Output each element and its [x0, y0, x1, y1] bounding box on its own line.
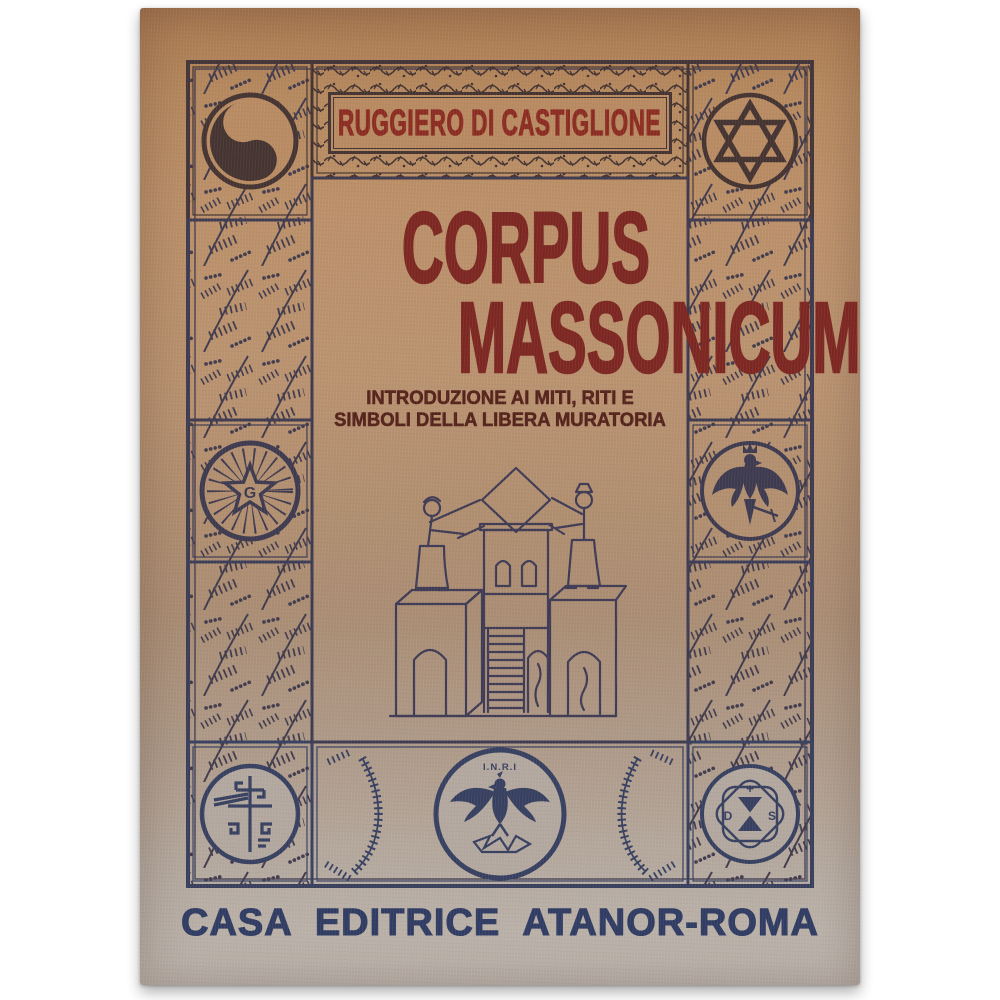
title-line-1-box [312, 192, 688, 304]
seal-letter-s: S [767, 809, 777, 823]
subtitle [312, 388, 688, 431]
hexagram-icon [704, 95, 796, 187]
author-name: RUGGIERO DI CASTIGLIONE [338, 102, 662, 143]
crowned-eagle-icon [702, 443, 798, 539]
cross-seal-icon [202, 766, 298, 862]
blazing-star-icon [202, 443, 298, 539]
book-cover [140, 8, 860, 985]
subtitle-line1: INTRODUZIONE AI MITI, RITI E [366, 388, 634, 409]
builders-illustration [390, 468, 626, 716]
book-title-line1: CORPUS [401, 192, 650, 304]
author-plate [328, 92, 672, 154]
hourglass-seal-icon [702, 766, 798, 862]
blazing-star-letter: G [243, 485, 257, 502]
subtitle-line2: SIMBOLI DELLA LIBERA MURATORIA [334, 409, 666, 431]
publisher-imprint: CASA EDITRICE ATANOR-ROMA [181, 902, 819, 944]
book-title-line2: MASSONICUM [457, 282, 861, 394]
seal-letter-d: D [723, 809, 733, 823]
phoenix-inscription: I.N.R.I [483, 762, 517, 773]
phoenix-icon [436, 750, 564, 878]
cover-ornaments [140, 8, 860, 985]
seal-plus-mark: + [746, 781, 754, 796]
title-line-2-box [312, 282, 861, 394]
